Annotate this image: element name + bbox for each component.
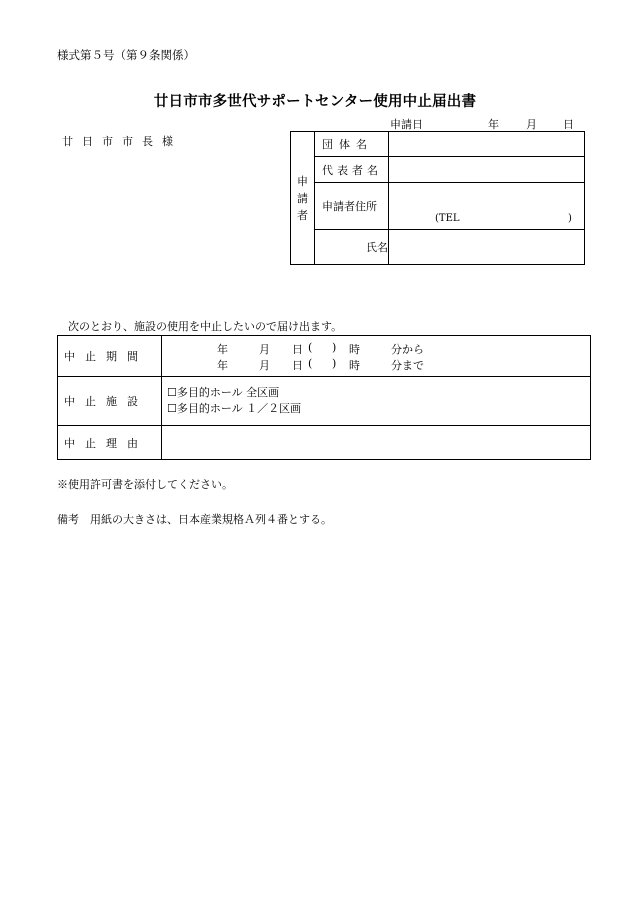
remarks-note: 備考 用紙の大きさは、日本産業規格Ａ列４番とする。 <box>57 513 332 526</box>
reason-field[interactable] <box>162 426 591 460</box>
addressee: 廿日市市長様 <box>62 135 182 148</box>
tel-open: (TEL <box>435 213 460 225</box>
group-name-field[interactable] <box>389 132 585 157</box>
application-date-label: 申請日 <box>390 118 423 131</box>
group-name-label: 団体名 <box>315 132 389 157</box>
intro-text: 次のとおり、施設の使用を中止したいので届け出ます。 <box>68 320 343 333</box>
tel-close: ) <box>568 213 572 225</box>
applicant-section-label: 申請者 <box>291 132 315 265</box>
period-field[interactable]: 年 月 日 ( ) 時 分から 年 月 日 ( ) 時 分まで <box>162 336 591 377</box>
application-year-label: 年 <box>488 118 499 131</box>
reason-label: 中止理由 <box>58 426 162 460</box>
facility-option-full[interactable]: ☐多目的ホール 全区画 <box>167 386 280 399</box>
representative-field[interactable] <box>389 157 585 182</box>
period-label: 中止期間 <box>58 336 162 377</box>
address-label: 申請者住所 <box>315 182 389 230</box>
representative-label: 代表者名 <box>315 157 389 182</box>
page-title: 廿日市市多世代サポートセンター使用中止届出書 <box>153 94 477 110</box>
attachment-note: ※使用許可書を添付してください。 <box>57 478 233 491</box>
facility-label: 中止施設 <box>58 377 162 426</box>
cancellation-table <box>57 335 591 460</box>
address-field[interactable] <box>389 182 585 230</box>
form-number: 様式第５号（第９条関係） <box>57 48 195 62</box>
facility-field <box>162 377 591 426</box>
application-day-label: 日 <box>563 118 574 131</box>
applicant-table <box>290 131 585 265</box>
facility-option-half[interactable]: ☐多目的ホール １／２区画 <box>167 402 302 415</box>
name-field[interactable] <box>389 230 585 265</box>
application-month-label: 月 <box>526 118 537 131</box>
name-label: 氏名 <box>315 230 389 265</box>
